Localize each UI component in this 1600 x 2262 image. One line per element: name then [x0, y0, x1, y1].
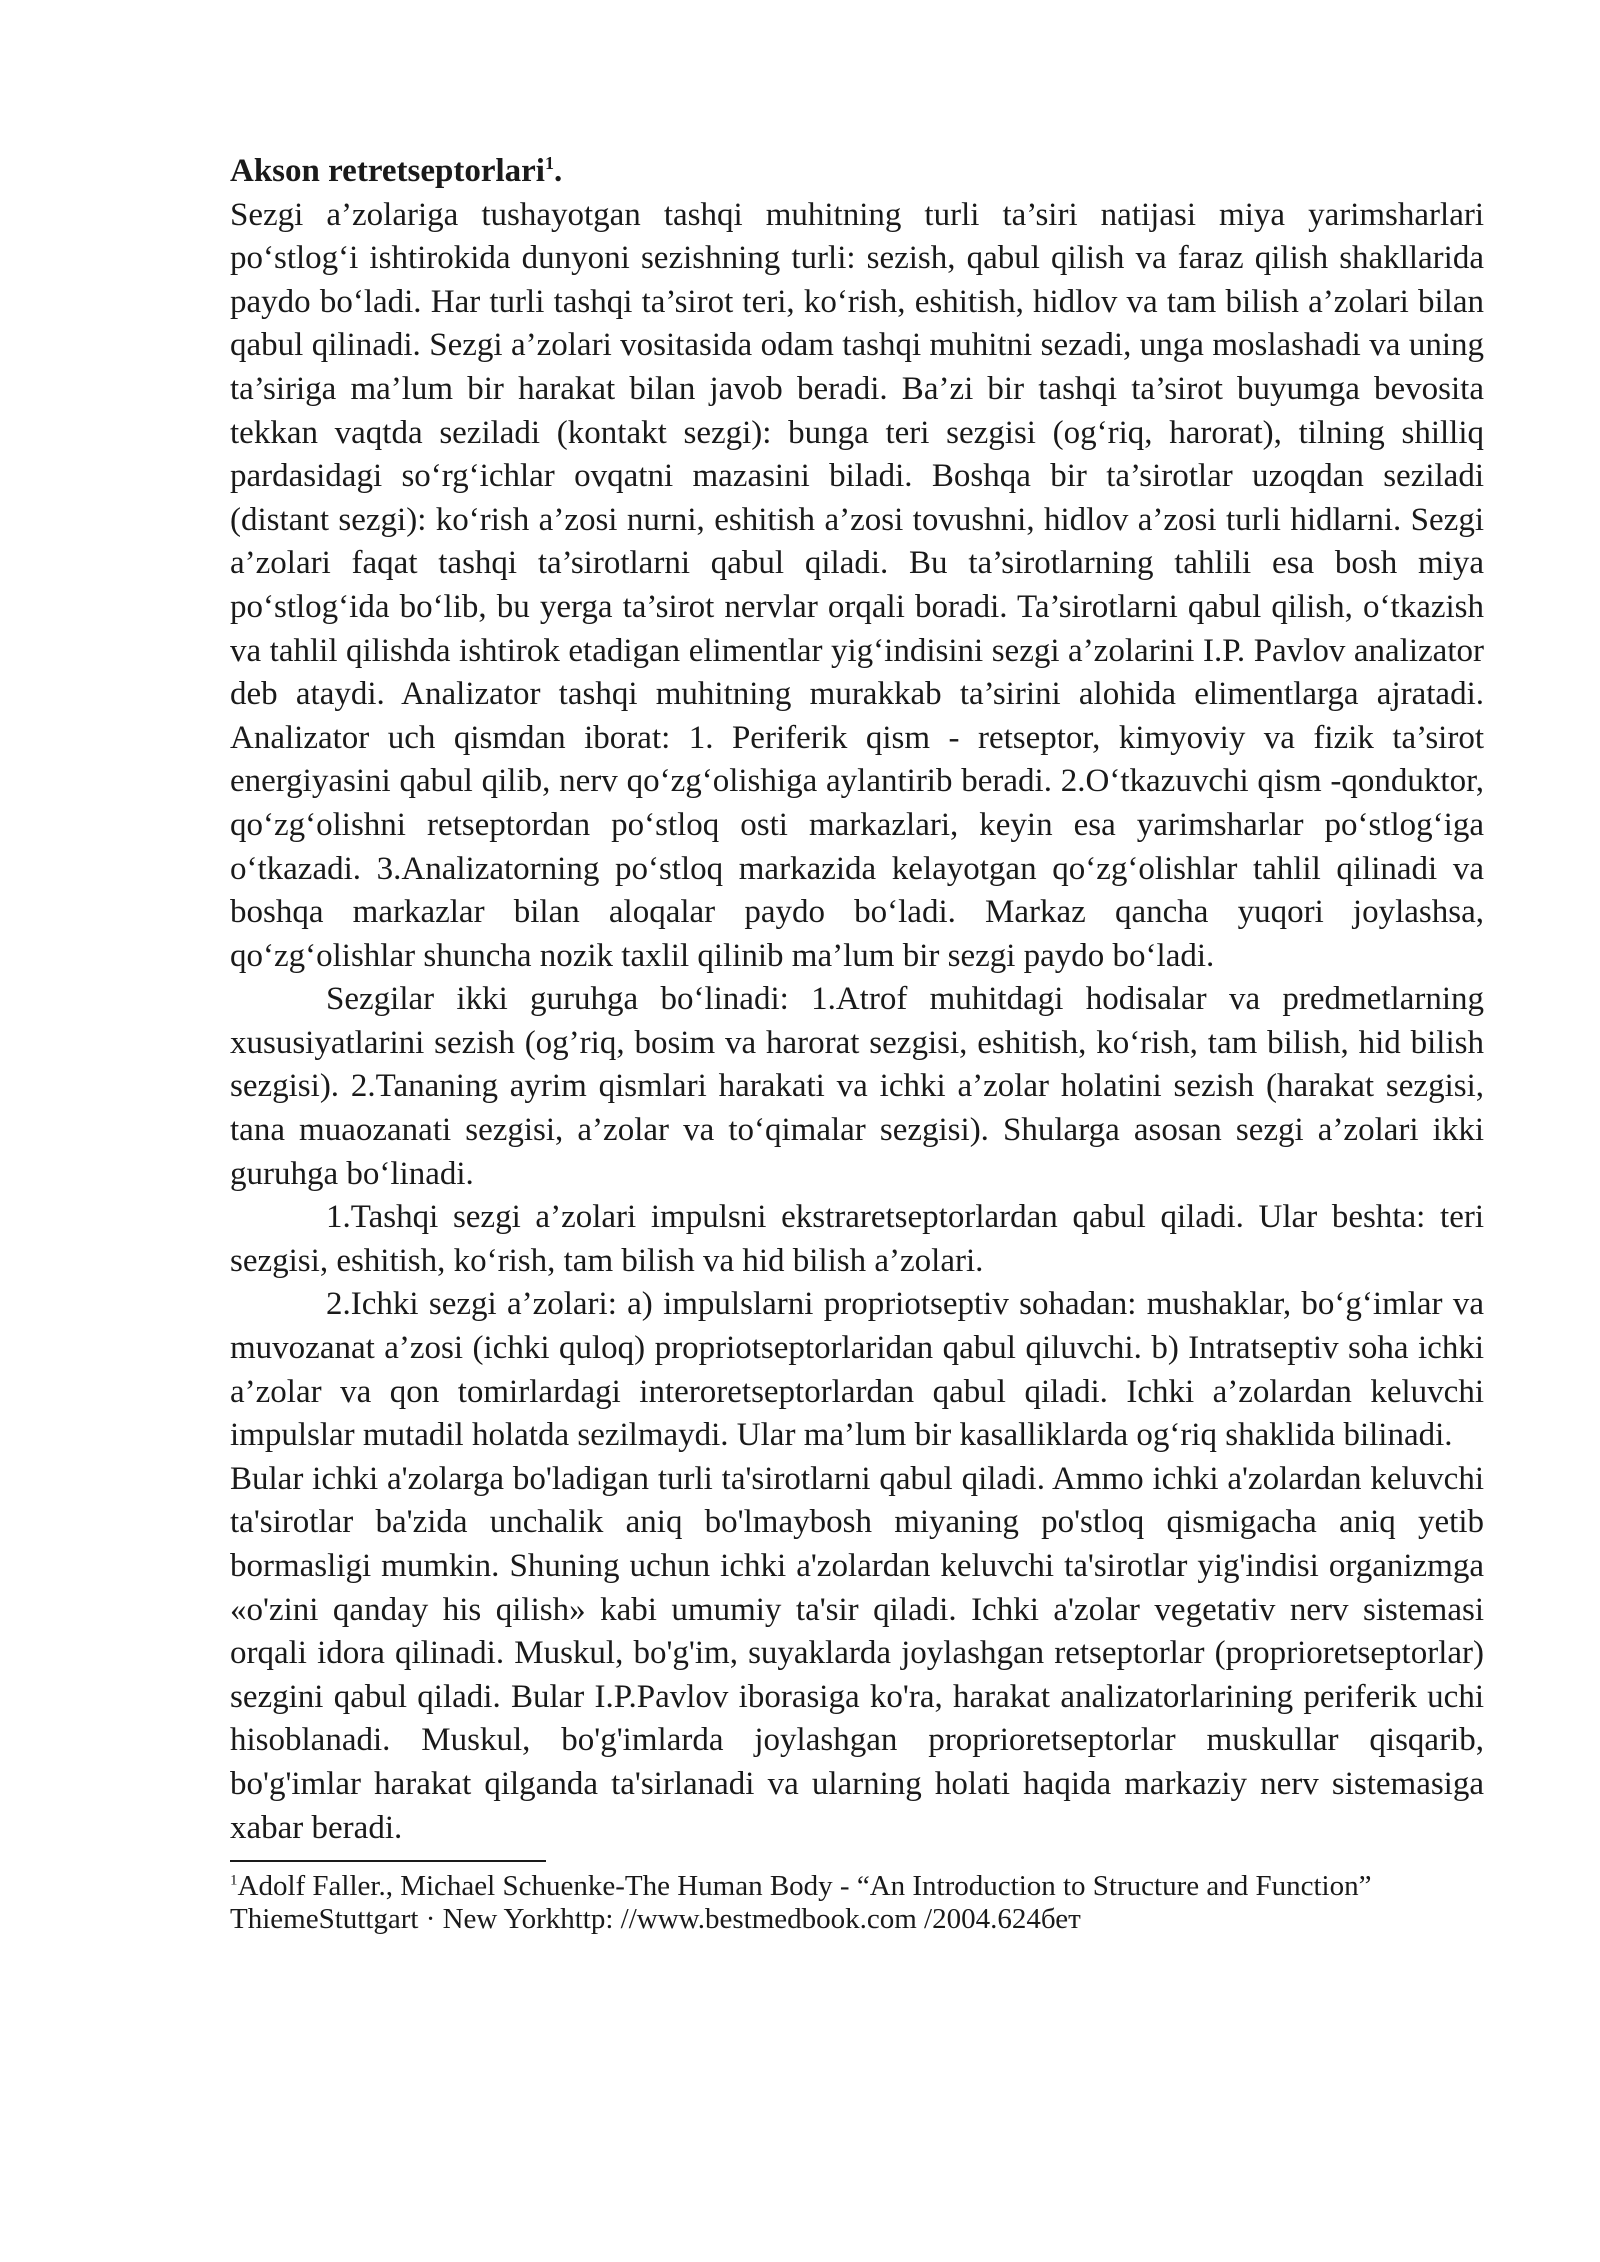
document-page — [230, 150, 1484, 1936]
paragraph-internal-organs: 2.Ichki sezgi a’zolari: a) impulslarni propriotseptiv sohadan: mushaklar, bo‘g‘imlar va muvozanat a’zosi (ichki quloq) propriotseptorlaridan qabul qiluvchi. b) Intratseptiv soha ichki a’zolar va qon tomirlardagi interoretseptorlardan qabul qiladi. Ichki a’zolardan keluvchi impulslar mutadil holatda sezilmaydi. Ular ma’lum bir kasalliklarda og‘riq shaklida bilinadi. — [230, 1286, 1484, 1454]
document-title — [230, 150, 1484, 194]
footnote-marker: 1 — [230, 1872, 238, 1889]
paragraph-sensation-groups: Sezgilar ikki guruhga bo‘linadi: 1.Atrof muhitdagi hodisalar va predmetlarning xususiyatlarini sezish (og’riq, bosim va harorat sezgisi, eshitish, ko‘rish, tam bilish, hid bilish sezgisi). 2.Tananing ayrim qismlari harakati va ichki a’zolar holatini sezish (harakat sezgisi, tana muaozanati sezgisi, a’zolar va to‘qimalar sezgisi). Shularga asosan sezgi a’zolari ikki guruhga bo‘linadi. — [230, 981, 1484, 1192]
paragraph-internal-stimuli: Bular ichki a'zolarga bo'ladigan turli ta'sirotlarni qabul qiladi. Ammo ichki a'zolardan keluvchi ta'sirotlar ba'zida unchalik aniq bo'lmaybosh miyaning po'stloq qismigacha aniq yetib bormasligi mumkin. Shuning uchun ichki a'zolardan keluvchi ta'sirotlar yig'indisi organizmga «o'zini qanday his qilish» kabi umumiy ta'sir qiladi. Ichki a'zolar vegetativ nerv sistemasi orqali idora qilinadi. Muskul, bo'g'im, suyaklarda joylashgan retseptorlar (proprioretseptorlar) sezgini qabul qiladi. Bular I.P.Pavlov iborasiga ko'ra, harakat analizatorlarining periferik uchi hisoblanadi. Muskul, bo'g'imlarda joylashgan proprioretseptorlar muskullar qisqarib, bo'g'imlar harakat qilganda ta'sirlanadi va ularning holati haqida markaziy nerv sistemasiga xabar beradi. — [230, 1460, 1484, 1846]
footnote-divider — [230, 1860, 546, 1862]
title-text: Akson retretseptorlari — [230, 153, 545, 189]
title-suffix: . — [553, 153, 563, 189]
footnote — [230, 1870, 1484, 1936]
paragraph-sense-organs: Sezgi a’zolariga tushayotgan tashqi muhitning turli ta’siri natijasi miya yarimsharlari po‘stlog‘i ishtirokida dunyoni sezishning turli: sezish, qabul qilish va faraz qilish shakllarida paydo bo‘ladi. Har turli tashqi ta’sirot teri, ko‘rish, eshitish, hidlov va tam bilish a’zolari bilan qabul qilinadi. Sezgi a’zolari vositasida odam tashqi muhitni sezadi, unga moslashadi va uning ta’siriga ma’lum bir harakat bilan javob beradi. Ba’zi bir tashqi ta’sirot buyumga bevosita tekkan vaqtda seziladi (kontakt sezgi): bunga teri sezgisi (og‘riq, harorat), tilning shilliq pardasidagi so‘rg‘ichlar ovqatni mazasini biladi. Boshqa bir ta’sirotlar uzoqdan seziladi (distant sezgi): ko‘rish a’zosi nurni, eshitish a’zosi tovushni, hidlov a’zosi turli hidlarni. Sezgi a’zolari faqat tashqi ta’sirotlarni qabul qiladi. Bu ta’sirotlarning tahlili esa bosh miya po‘stlog‘ida bo‘lib, bu yerga ta’sirot nervlar orqali boradi. Ta’sirotlarni qabul qilish, o‘tkazish va tahlil qilishda ishtirok etadigan elimentlar yig‘indisini sezgi a’zolarini I.P. Pavlov analizator deb ataydi. Analizator tashqi muhitning murakkab ta’sirini alohida elimentlarga ajratadi. Analizator uch qismdan iborat: 1. Periferik qism - retseptor, kimyoviy va fizik ta’sirot energiyasini qabul qilib, nerv qo‘zg‘olishiga aylantirib beradi. 2.O‘tkazuvchi qism -qonduktor, qo‘zg‘olishni retseptordan po‘stloq osti markazlari, keyin esa yarimsharlar po‘stlog‘iga o‘tkazadi. 3.Analizatorning po‘stloq markazida kelayotgan qo‘zg‘olishlar tahlil qilinadi va boshqa markazlar bilan aloqalar paydo bo‘ladi. Markaz qancha yuqori joylashsa, qo‘zg‘olishlar shuncha nozik taxlil qilinib ma’lum bir sezgi paydo bo‘ladi. — [230, 196, 1484, 974]
paragraph-external-organs: 1.Tashqi sezgi a’zolari impulsni ekstraretseptorlardan qabul qiladi. Ular beshta: teri sezgisi, eshitish, ko‘rish, tam bilish va hid bilish a’zolari. — [230, 1199, 1484, 1279]
footnote-text: Adolf Faller., Michael Schuenke-The Human Body - “An Introduction to Structure and Function” ThiemeStuttgart · New Yorkhttp: //www.bestmedbook.com /2004.624бет — [230, 1870, 1372, 1936]
footnote-reference: 1 — [544, 153, 554, 173]
